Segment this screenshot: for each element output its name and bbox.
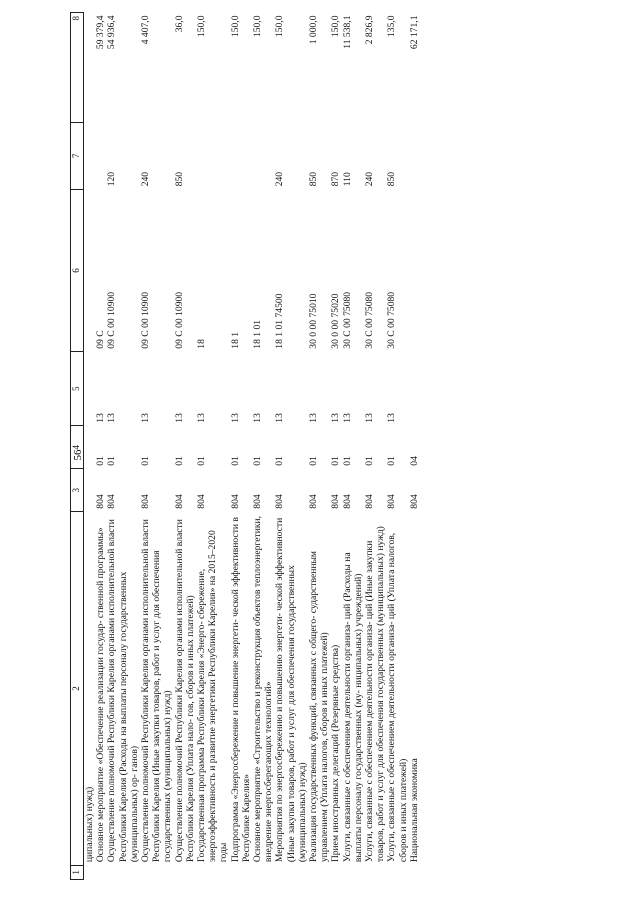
section-code-cell: 01	[229, 456, 241, 466]
table-row	[106, 13, 140, 880]
expense-type-code-cell: 870	[330, 171, 342, 187]
ministry-code-cell: 804	[408, 494, 420, 509]
amount-cell: 4 407,0	[140, 15, 152, 45]
subsection-code-cell	[409, 352, 420, 426]
column-header-6: 6	[71, 189, 84, 351]
item-description-cell: Основное мероприятие «Строительство и реконструкция объектов теплоэнергетики, внедрение энергосберегающих технологий»	[252, 515, 275, 863]
subsection-code-cell: 13	[330, 413, 342, 423]
row-number-cell	[84, 865, 96, 879]
subsection-code-cell: 13	[252, 413, 264, 423]
section-code-cell: 01	[341, 456, 353, 466]
row-number-cell	[330, 865, 341, 879]
item-description-cell: Осуществление полномочий Республики Карелия органами исполнительной власти Республики Карелия (Уплата нало- гов, сборов и иных платежей)	[173, 519, 196, 863]
section-code-cell: 01	[386, 456, 398, 466]
subsection-code-cell: 13	[196, 413, 208, 423]
target-article-code-cell: 30 С 00 75080	[386, 291, 398, 349]
expense-type-code-cell	[196, 122, 230, 189]
amount-cell: 1 000,0	[308, 15, 320, 45]
section-code-cell: 01	[95, 456, 107, 466]
table-row	[95, 13, 106, 880]
table-row	[364, 13, 386, 880]
target-article-code-cell: 09 С 00 10900	[173, 291, 185, 349]
amount-cell: 59 379,4	[95, 15, 107, 50]
row-number-cell	[196, 865, 230, 879]
section-code-cell	[84, 426, 96, 469]
subsection-code-cell: 13	[95, 413, 107, 423]
section-code-cell: 01	[364, 456, 376, 466]
table-row	[84, 13, 96, 880]
target-article-code-cell: 18 1 01	[252, 319, 264, 349]
ministry-code-cell: 804	[173, 494, 185, 509]
budget-table	[70, 12, 420, 880]
target-article-code-cell: 09 С 00 10900	[106, 291, 118, 349]
page-number: 56	[72, 449, 84, 461]
target-article-code-cell: 18 1	[229, 331, 241, 349]
target-article-code-cell: 30 С 00 75080	[364, 291, 376, 349]
item-description-cell: Осуществление полномочий Республики Карелия органами исполнительной власти Республики Карелия (Расходы на выплаты персоналу государственных (муниципальных) ор- ганов)	[106, 519, 140, 863]
table-row	[196, 13, 230, 880]
target-article-code-cell: 18	[196, 339, 208, 349]
amount-cell: 11 538,1	[341, 15, 353, 49]
amount-cell: 150,0	[229, 15, 241, 38]
item-description-cell: Основное мероприятие «Обеспечение реализации государ- ственной программы»	[95, 527, 107, 863]
expense-type-code-cell: 850	[173, 171, 185, 187]
section-code-cell: 01	[173, 456, 185, 466]
subsection-code-cell: 13	[140, 413, 152, 423]
target-article-code-cell: 30 С 00 75080	[341, 291, 353, 349]
ministry-code-cell: 804	[364, 494, 376, 509]
subsection-code-cell: 13	[341, 413, 353, 423]
expense-type-code-cell	[95, 122, 106, 189]
budget-table-page	[70, 12, 632, 880]
column-header-7: 7	[71, 122, 84, 189]
ministry-code-cell: 804	[330, 494, 342, 509]
ministry-code-cell: 804	[140, 494, 152, 509]
item-description-cell: ципальных) нужд)	[84, 786, 95, 863]
amount-cell: 150,0	[252, 15, 264, 38]
expense-type-code-cell	[409, 122, 420, 189]
item-description-cell: Мероприятия по энергосбережению и повышению энергети- ческой эффективности (Иные закупки товаров, работ и услуг для обеспечения государственных (муниципальных) нужд)	[274, 517, 308, 863]
table-row	[174, 13, 196, 880]
row-number-cell	[409, 865, 420, 879]
row-number-cell	[364, 865, 386, 879]
table-row	[274, 13, 308, 880]
amount-cell: 150,0	[330, 15, 342, 38]
ministry-code-cell: 804	[274, 494, 286, 509]
column-number-row	[71, 13, 84, 880]
ministry-code-cell	[84, 469, 96, 512]
expense-type-code-cell: 850	[308, 171, 320, 187]
target-article-code-cell: 30 0 00 75010	[308, 293, 320, 349]
target-article-code-cell: 09 С 00 10900	[140, 291, 152, 349]
row-number-cell	[140, 865, 174, 879]
target-article-code-cell	[84, 189, 96, 351]
table-row	[230, 13, 252, 880]
amount-cell: 36,0	[173, 15, 185, 33]
target-article-code-cell: 09 С	[95, 330, 107, 349]
amount-cell: 2 826,9	[364, 15, 376, 45]
section-code-cell: 01	[140, 456, 152, 466]
expense-type-code-cell: 850	[386, 171, 398, 187]
subsection-code-cell: 13	[364, 413, 376, 423]
expense-type-code-cell	[84, 122, 96, 189]
subsection-code-cell: 13	[106, 413, 118, 423]
section-code-cell: 01	[196, 456, 208, 466]
column-header-4: 4	[71, 426, 84, 469]
subsection-code-cell: 13	[229, 413, 241, 423]
row-number-cell	[95, 865, 106, 879]
table-row	[140, 13, 174, 880]
ministry-code-cell: 804	[341, 494, 353, 509]
table-row	[409, 13, 420, 880]
expense-type-code-cell	[230, 122, 252, 189]
subsection-code-cell: 13	[173, 413, 185, 423]
column-header-5: 5	[71, 352, 84, 426]
item-description-cell: Национальная экономика	[408, 758, 420, 863]
subsection-code-cell: 13	[274, 413, 286, 423]
amount-cell: 135,0	[386, 15, 398, 38]
item-description-cell: Прием иностранных делегаций (Резервные средства)	[330, 644, 342, 863]
table-row	[386, 13, 408, 880]
section-code-cell: 04	[408, 456, 420, 466]
target-article-code-cell	[409, 189, 420, 351]
ministry-code-cell: 804	[95, 494, 107, 509]
item-description-cell: Реализация государственных функций, связанных с общего- сударственным управлением (Уплата налогов, сборов и иных платежей)	[308, 551, 331, 863]
row-number-cell	[252, 865, 274, 879]
ministry-code-cell: 804	[229, 494, 241, 509]
expense-type-code-cell: 240	[274, 171, 286, 187]
ministry-code-cell: 804	[386, 494, 398, 509]
expense-type-code-cell: 120	[106, 171, 118, 187]
amount-cell	[84, 13, 96, 123]
column-header-8: 8	[71, 13, 84, 123]
amount-cell: 150,0	[196, 15, 208, 38]
target-article-code-cell: 30 0 00 75020	[330, 293, 342, 349]
item-description-cell: Услуги, связанные с обеспечением деятельности организа- ций (Иные закупки товаров, работ и услуг для обеспечения государственных (муниципальных) нужд)	[364, 526, 387, 863]
amount-cell: 54 936,4	[106, 15, 118, 50]
row-number-cell	[274, 865, 308, 879]
row-number-cell	[230, 865, 252, 879]
section-code-cell: 01	[308, 456, 320, 466]
row-number-cell	[308, 865, 330, 879]
subsection-code-cell: 13	[308, 413, 320, 423]
amount-cell: 62 171,1	[408, 15, 420, 50]
row-number-cell	[386, 865, 408, 879]
section-code-cell: 01	[330, 456, 342, 466]
column-header-1: 1	[71, 865, 84, 879]
table-body	[84, 13, 421, 880]
row-number-cell	[342, 865, 364, 879]
item-description-cell: Услуги, связанные с обеспечением деятельности организа- ций (Уплата налогов, сборов и иных платежей)	[386, 532, 409, 863]
table-row	[330, 13, 341, 880]
section-code-cell: 01	[252, 456, 264, 466]
expense-type-code-cell: 240	[140, 171, 152, 187]
ministry-code-cell: 804	[196, 494, 208, 509]
item-description-cell: Услуги, связанные с обеспечением деятельности организа- ций (Расходы на выплаты персоналу государственных (му- ниципальных) учреждений)	[341, 552, 364, 863]
subsection-code-cell	[84, 352, 96, 426]
target-article-code-cell: 18 1 01 74500	[274, 293, 286, 349]
amount-cell: 150,0	[274, 15, 286, 38]
table-row	[308, 13, 330, 880]
section-code-cell: 01	[274, 456, 286, 466]
item-description-cell: Государственная программа Республики Карелия «Энерго- сбережение, энергоэффективность и развитие энергетики Республики Карелия» на 2015–2020 годы	[196, 530, 230, 863]
row-number-cell	[174, 865, 196, 879]
item-description-cell: Подпрограмма «Энергосбережение и повышение энергети- ческой эффективности в Республике Карелия»	[229, 517, 252, 863]
subsection-code-cell: 13	[386, 413, 398, 423]
column-header-3: 3	[71, 469, 84, 512]
section-code-cell: 01	[106, 456, 118, 466]
ministry-code-cell: 804	[252, 494, 264, 509]
expense-type-code-cell: 240	[364, 171, 376, 187]
expense-type-code-cell: 110	[341, 172, 353, 187]
column-header-2: 2	[71, 512, 84, 865]
table-row	[252, 13, 274, 880]
table-row	[342, 13, 364, 880]
ministry-code-cell: 804	[106, 494, 118, 509]
ministry-code-cell: 804	[308, 494, 320, 509]
item-description-cell: Осуществление полномочий Республики Карелия органами исполнительной власти Республики Карелия (Иные закупки товаров, работ и услуг для обеспечения государственных (муниципальных) нужд)	[140, 519, 174, 863]
row-number-cell	[106, 865, 140, 879]
expense-type-code-cell	[252, 122, 274, 189]
